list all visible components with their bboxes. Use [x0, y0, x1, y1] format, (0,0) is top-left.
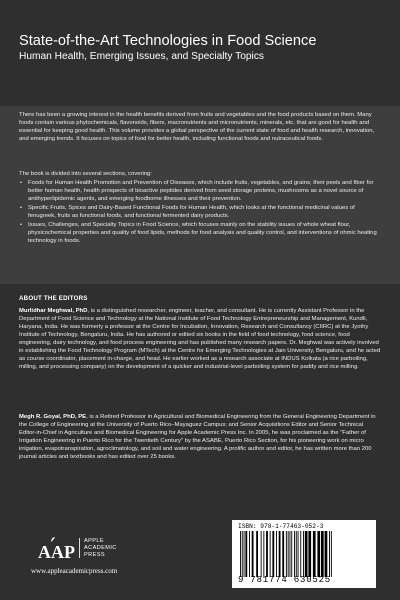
- editor-bio-text: , is a Retired Professor in Agricultural and Biomedical Engineering from the General Engineering Department in the College of Engineering at the University of Puerto Rico–Mayaguez Campus; and Senior Acquisitions Editor and Senior Technical Editor-in-Chief in Agriculture and Biomedical Engineering for Apple Academic Press Inc. In 2005, he was proclaimed as the "Father of Irrigation Engineering in Puerto Rico for the Twentieth Century" by the ASABE, Puerto Rico Section, for his pioneering work on micro irrigation, evapotranspiration, agroclimatology, and soil and water engineering. A prolific author and editor, he has written more than 200 journal articles and textbooks and has edited over 25 books.: [19, 414, 376, 460]
- barcode-bar: [279, 531, 281, 577]
- barcode-bar: [240, 531, 241, 577]
- section-text: Issues, Challenges, and Specialty Topics in Food Science, which focuses mainly on the stability issues of whole wheat flour, physicochemical properties and quality of food lipids, methods for food analysis and quality control, and interventions of ohmic heating technology in foods.: [28, 222, 377, 244]
- barcode-bar: [245, 531, 247, 577]
- barcode-bar: [244, 531, 245, 577]
- barcode-bar: [317, 531, 320, 577]
- barcode-bar: [288, 531, 289, 577]
- barcode-bar: [321, 531, 324, 577]
- section-text: Specific Fruits, Spices and Dairy-Based Functional Foods for Human Health, which looks at the functional medicinal values of fenugreek, fruits as functional foods, and functional fermented dairy products.: [28, 205, 355, 219]
- editor-bio: [19, 307, 381, 371]
- barcode-bar: [270, 531, 271, 577]
- logo-letters: AAP: [38, 542, 75, 560]
- bullet-icon: •: [20, 180, 23, 186]
- editor-bio: [19, 413, 381, 461]
- isbn-barcode: [232, 520, 376, 588]
- barcode-number: 9 781774 630525: [238, 575, 332, 585]
- barcode-bar: [272, 531, 274, 577]
- barcode-bar: [276, 531, 277, 577]
- barcode-bar: [286, 531, 287, 577]
- list-item: [19, 221, 381, 245]
- publisher-name-line: PRESS: [84, 551, 105, 558]
- book-title: State-of-the-Art Technologies in Food Science: [19, 33, 317, 49]
- publisher-name-line: APPLE: [84, 538, 105, 544]
- list-item: [19, 179, 381, 203]
- barcode-bar: [313, 531, 316, 577]
- barcode-bar: [282, 531, 284, 577]
- section-text: Foods for Human Health Promotion and Prevention of Diseases, which include fruits, vegetables, and grains; their peels and fiber for better human health, health prospects of bioactive peptides derived from seed storage proteins, mushrooms as a novel source of antihyperlipidemic agents, and emerging foodborne illnesses and their prevention.: [28, 180, 374, 202]
- isbn-label: ISBN: 978-1-77463-052-3: [238, 523, 324, 530]
- editor-bio-text: , is a distinguished researcher, engineer, teacher, and consultant. He is currently Assistant Professor in the Department of Food Science and Technology at the National Institute of Food Technology Entrepreneurship and Management, Kundli, Haryana, India. He was formerly a professor at the Centre for Incubation, Innovation, Research and Consultancy (CIIRC) at the Jyothy Institute of Technology, Bengaluru, India. He has authored or edited six books in the field of food technology, food science, food engineering, dairy technology, and food process engineering and has published many research papers. Dr. Meghwal was actively involved in establishing the Food Technology Program (MTech) at the Centre for Emerging Technologies at Jain University, Bengaluru, and he acted as course coordinator, placement in-charge, and head. He earlier worked as a research associate at INDUS Kolkata (a rice parboiling, milling, and processing company) on the development of a quicker and industrial-level parboiling system for paddy and rice milling.: [19, 308, 381, 370]
- barcode-bar: [331, 531, 332, 577]
- barcode-bar: [261, 531, 262, 577]
- barcode-bar: [249, 531, 250, 577]
- aap-logo-icon: [38, 536, 76, 560]
- barcode-bar: [294, 531, 295, 577]
- barcode-bar: [291, 531, 292, 577]
- barcode-bar: [325, 531, 328, 577]
- intro-paragraph: There has been a growing interest in the health benefits derived from fruits and vegetables and the food products based on them. Many foods contain various phytochemicals, flavonoids, fibers, macronutrients and micronutrients, minerals, etc. that are good for health and essential for keeping good health. This volume provides a global perspective of the current state of food and health research, innovation, and emerging trends. It focuses on topics of food for better health, including functional foods and nutraceutical foods.: [19, 112, 375, 142]
- barcode-bar: [305, 531, 308, 577]
- bullet-icon: •: [20, 222, 23, 228]
- sections-intro: The book is divided into several sections, covering:: [19, 171, 152, 177]
- barcode-bar: [298, 531, 299, 577]
- barcode-bar: [329, 531, 330, 577]
- barcode-bar: [290, 531, 291, 577]
- barcode-icon: [238, 531, 370, 577]
- barcode-bar: [300, 531, 301, 577]
- about-editors-heading: ABOUT THE EDITORS: [19, 295, 88, 302]
- editor-name: Megh R. Goyal, PhD, PE: [19, 414, 87, 420]
- publisher-website: www.appleacademicpress.com: [31, 567, 118, 575]
- barcode-bar: [252, 531, 254, 577]
- barcode-bar: [308, 531, 311, 577]
- bullet-icon: •: [20, 205, 23, 211]
- editor-name: Murlidhar Meghwal, PhD: [19, 308, 88, 314]
- barcode-bar: [263, 531, 264, 577]
- logo-divider: [79, 538, 80, 558]
- barcode-bar: [256, 531, 258, 577]
- publisher-name-line: ACADEMIC: [84, 544, 117, 551]
- publisher-logo: [38, 536, 148, 560]
- publisher-name: [84, 538, 117, 558]
- book-subtitle: Human Health, Emerging Issues, and Specialty Topics: [19, 51, 265, 62]
- barcode-bar: [296, 531, 297, 577]
- barcode-bar: [242, 531, 243, 577]
- sections-list: [19, 179, 381, 246]
- barcode-bar: [266, 531, 268, 577]
- barcode-bar: [303, 531, 304, 577]
- list-item: [19, 204, 381, 220]
